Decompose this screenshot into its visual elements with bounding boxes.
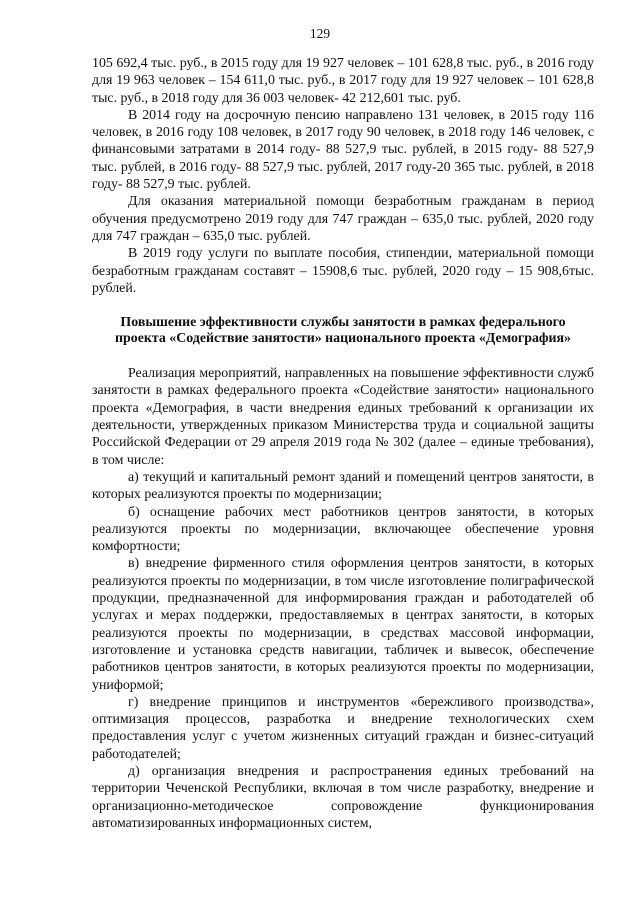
paragraph-early-pension: В 2014 году на досрочную пенсию направлено 131 человек, в 2015 году 116 человек, в 2016 году 108 человек, в 2017 году 90 человек, в 2018 году 146 человек, с финансовыми затратами в 2014 году- 88 527,9 тыс. рублей, в 2015 году- 88 527,9 тыс. рублей, в 2016 году- 88 527,9 тыс. рублей, 2017 году-20 365 тыс. рублей, в 2018 году- 88 527,9 тыс. рублей.: [92, 107, 594, 193]
section-heading-line-1: Повышение эффективности службы занятости в рамках федерального: [120, 315, 566, 331]
list-item-c: в) внедрение фирменного стиля оформления центров занятости, в которых реализуются проекты по модернизации, в том числе изготовление полиграфической продукции, предназначенной для информирования граждан и работодателей об услугах и мерах поддержки, предоставляемых в центрах занятости, в которых реализуются проекты по модернизации, в средствах массовой информации, изготовление и установка средств навигации, табличек и вывесок, обеспечение работников центров занятости, в которых реализуются проекты по модернизации, униформой;: [92, 556, 594, 693]
page-number: 129: [309, 26, 331, 41]
list-item-a: а) текущий и капитальный ремонт зданий и помещений центров занятости, в которых реализуются проекты по модернизации;: [92, 469, 594, 503]
paragraph-material-aid: Для оказания материальной помощи безработным гражданам в период обучения предусмотрено 2019 году для 747 граждан – 635,0 тыс. рублей, 2020 году для 747 граждан – 635,0 тыс. рублей.: [92, 194, 594, 244]
paragraph-benefit-payments: В 2019 году услуги по выплате пособия, стипендии, материальной помощи безработным гражданам составят – 15908,6 тыс. рублей, 2020 году – 15 908,6тыс. рублей.: [92, 246, 594, 296]
section-heading: [92, 315, 594, 347]
list-item-d: г) внедрение принципов и инструментов «бережливого производства», оптимизация процессов, разработка и внедрение технологических схем предоставления услуг с учетом жизненных ситуаций граждан и бизнес-ситуаций работодателей;: [92, 694, 594, 762]
page-body: [92, 55, 594, 832]
list-item-e: д) организация внедрения и распространения единых требований на территории Чеченской Республики, включая в том числе разработку, внедрение и организационно-методическое сопровождение функционирования автоматизированных информационных систем,: [92, 763, 594, 831]
paragraph-intro: Реализация мероприятий, направленных на повышение эффективности служб занятости в рамках федерального проекта «Содействие занятости» национального проекта «Демография, в части внедрения единых требований к организации их деятельности, утвержденных приказом Министерства труда и социальной защиты Российской Федерации от 29 апреля 2019 года № 302 (далее – единые требования), в том числе:: [92, 366, 594, 468]
section-heading-line-2: проекта «Содействие занятости» национального проекта «Демография»: [115, 331, 571, 347]
paragraph-continuation: 105 692,4 тыс. руб., в 2015 году для 19 927 человек – 101 628,8 тыс. руб., в 2016 году для 19 963 человек – 154 611,0 тыс. руб., в 2017 году для 19 927 человек – 101 628,8 тыс. руб., в 2018 году для 36 003 человек- 42 212,601 тыс. руб.: [92, 56, 594, 106]
list-item-b: б) оснащение рабочих мест работников центров занятости, в которых реализуются проекты по модернизации, включающее обеспечение уровня комфортности;: [92, 504, 594, 555]
